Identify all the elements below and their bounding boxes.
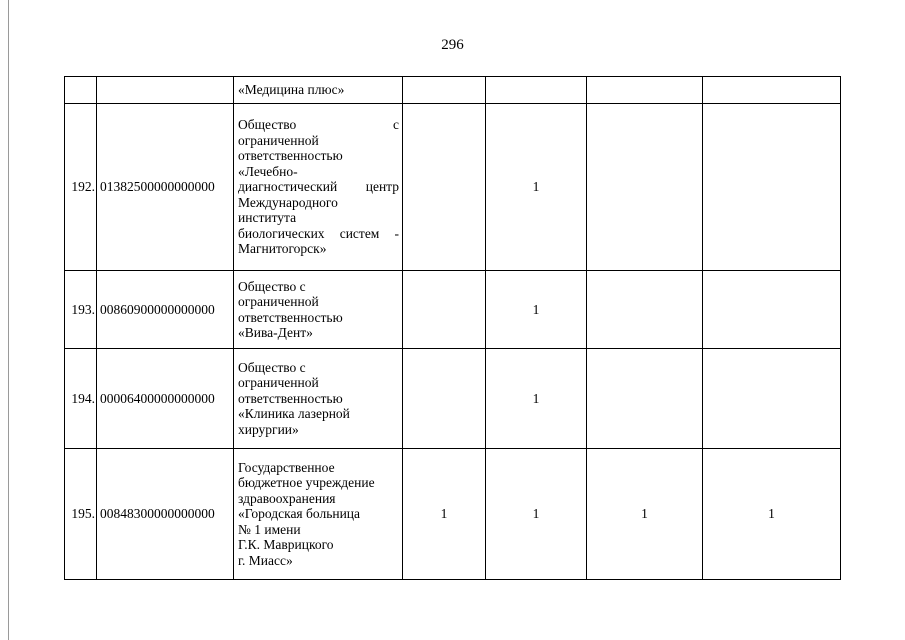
table-row [65, 104, 841, 271]
value-cell-col-5: 1 [486, 104, 587, 271]
organization-name-line: Общество с [238, 278, 306, 294]
organization-name-line: ограниченной [238, 294, 319, 309]
value-cell-col-7: 1 [703, 449, 841, 580]
value-cell-col-7 [703, 271, 841, 349]
table-row [65, 449, 841, 580]
value-cell-col-4 [403, 349, 486, 449]
value-cell-col-7 [703, 77, 841, 104]
scan-edge-line [8, 0, 9, 640]
value-cell-col-7 [703, 104, 841, 271]
organization-name-line: биологических систем - [238, 225, 399, 241]
registry-code-cell: 00848300000000000 [97, 449, 234, 580]
registry-code-cell [97, 77, 234, 104]
organization-name-line: «Городская больница [238, 506, 361, 522]
value-cell-col-6 [587, 77, 703, 104]
registry-code-cell: 00006400000000000 [97, 349, 234, 449]
organization-name-line: ответственностью [238, 148, 343, 164]
registry-code-cell: 00860900000000000 [97, 271, 234, 349]
table-row [65, 349, 841, 449]
page-number: 296 [441, 37, 464, 53]
value-cell-col-4 [403, 271, 486, 349]
organization-name-cell [234, 449, 403, 580]
table-row [65, 77, 841, 104]
row-number-cell: 194. [65, 349, 97, 449]
row-number-cell: 195. [65, 449, 97, 580]
row-number-cell [65, 77, 97, 104]
organization-name-cell [234, 349, 403, 449]
organization-name-line: Общество с [238, 359, 306, 375]
registry-table [64, 76, 841, 580]
organization-name-line: диагностический центр [238, 179, 399, 195]
value-cell-col-4 [403, 104, 486, 271]
value-cell-col-5: 1 [486, 271, 587, 349]
organization-name-line: ответственностью [238, 390, 343, 406]
organization-name-line: хирургии» [238, 421, 299, 437]
row-number-cell: 192. [65, 104, 97, 271]
value-cell-col-4 [403, 77, 486, 104]
registry-code-cell: 01382500000000000 [97, 104, 234, 271]
organization-name-cell [234, 104, 403, 271]
organization-name-line: Г.К. Маврицкого [238, 537, 334, 553]
organization-name-line: Международного [238, 194, 338, 210]
organization-name-line: «Вива-Дент» [238, 325, 313, 340]
value-cell-col-4: 1 [403, 449, 486, 580]
organization-name-line: ответственностью [238, 309, 343, 325]
organization-name-line: № 1 имени [238, 521, 301, 537]
organization-name-line: «Лечебно- [238, 163, 298, 179]
organization-name-cell [234, 77, 403, 104]
organization-name-line: Общество с [238, 117, 399, 133]
row-number-cell: 193. [65, 271, 97, 349]
value-cell-col-6: 1 [587, 449, 703, 580]
organization-name-line: «Клиника лазерной [238, 406, 350, 422]
organization-name-line: здравоохранения [238, 490, 336, 506]
value-cell-col-5: 1 [486, 349, 587, 449]
organization-name-line: института [238, 210, 297, 226]
organization-name-line: ограниченной [238, 375, 319, 391]
value-cell-col-5: 1 [486, 449, 587, 580]
value-cell-col-6 [587, 271, 703, 349]
value-cell-col-6 [587, 104, 703, 271]
value-cell-col-7 [703, 349, 841, 449]
organization-name-cell [234, 271, 403, 349]
organization-name-line: г. Миасс» [238, 552, 293, 568]
value-cell-col-6 [587, 349, 703, 449]
organization-name-line: Государственное [238, 459, 335, 475]
table-row [65, 271, 841, 349]
organization-name-line: Магнитогорск» [238, 241, 327, 257]
value-cell-col-5 [486, 77, 587, 104]
organization-name-line: ограниченной [238, 132, 319, 148]
organization-name-line: бюджетное учреждение [238, 475, 375, 491]
organization-name-line: «Медицина плюс» [238, 82, 345, 98]
